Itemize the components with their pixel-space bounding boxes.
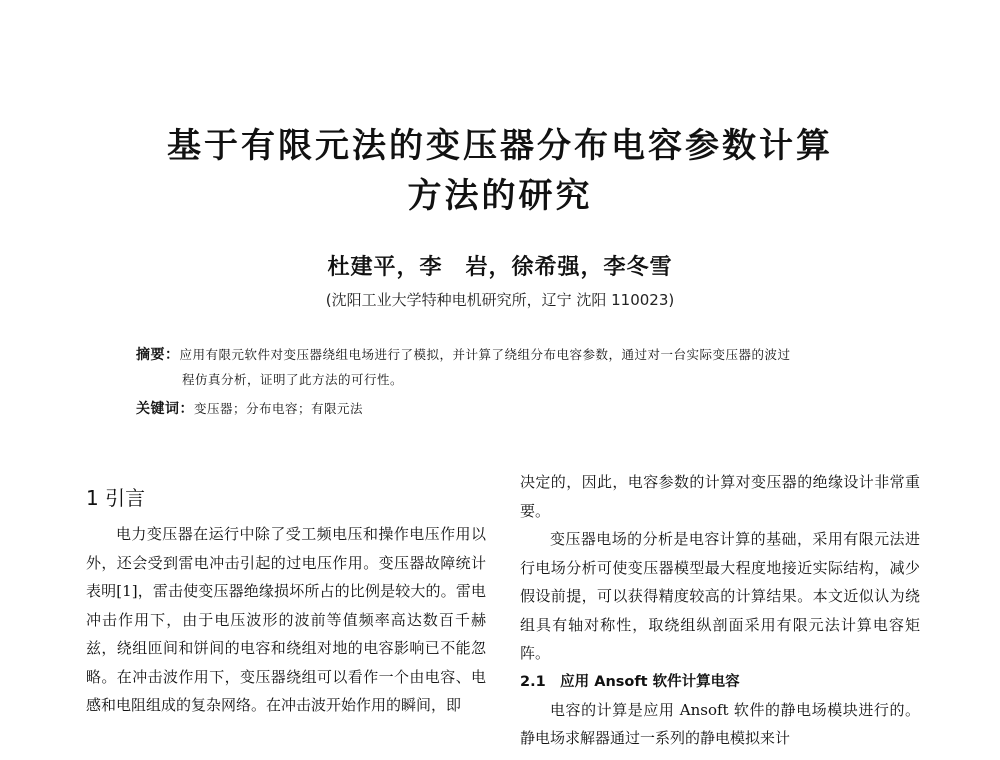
subsection-heading-ansoft: 2.1 应用 Ansoft 软件计算电容 bbox=[520, 673, 740, 690]
right-paragraph-ansoft: 电容的计算是应用 Ansoft 软件的静电场模块进行的。静电场求解器通过一系列的静电模拟来计 bbox=[520, 700, 920, 747]
paper-title-line1: 基于有限元法的变压器分布电容参数计算 bbox=[167, 126, 833, 166]
keywords-line bbox=[136, 397, 876, 421]
keywords-label: 关键词： bbox=[136, 401, 194, 417]
intro-paragraph: 电力变压器在运行中除了受工频电压和操作电压作用以外，还会受到雷电冲击引起的过电压作用。变压器故障统计表明[1]，雷击使变压器绝缘损坏所占的比例是较大的。雷电冲击作用下，由于电压波形的波前等值频率高达数百千赫兹，绕组匝间和饼间的电容和绕组对地的电容影响已不能忽略。在冲击波作用下，变压器绕组可以看作一个由电容、电感和电阻组成的复杂网络。在冲击波开始作用的瞬间，即 bbox=[86, 525, 486, 714]
left-column bbox=[86, 468, 486, 720]
author-affiliation: (沈阳工业大学特种电机研究所，辽宁 沈阳 110023) bbox=[325, 291, 675, 309]
abstract-line2: 程仿真分析，证明了此方法的可行性。 bbox=[182, 372, 404, 387]
abstract-line1 bbox=[136, 343, 876, 367]
right-paragraph-electric-field: 变压器电场的分析是电容计算的基础，采用有限元法进行电场分析可使变压器模型最大程度地接近实际结构，减少假设前提，可以获得精度较高的计算结果。本文近似认为绕组具有轴对称性，取绕组纵剖面采用有限元法计算电容矩阵。 bbox=[520, 530, 920, 662]
section-heading-introduction: 1 引言 bbox=[86, 486, 146, 510]
author-list: 杜建平，李 岩，徐希强，李冬雪 bbox=[327, 254, 673, 280]
right-column bbox=[520, 468, 920, 753]
paper-title-line2: 方法的研究 bbox=[407, 176, 593, 216]
right-paragraph-continued: 决定的，因此，电容参数的计算对变压器的绝缘设计非常重要。 bbox=[520, 473, 920, 520]
abstract-label: 摘要： bbox=[136, 347, 180, 363]
keywords-text: 变压器；分布电容；有限元法 bbox=[194, 401, 364, 416]
abstract-text-1: 应用有限元软件对变压器绕组电场进行了模拟，并计算了绕组分布电容参数，通过对一台实际变压器的波过 bbox=[179, 347, 791, 362]
